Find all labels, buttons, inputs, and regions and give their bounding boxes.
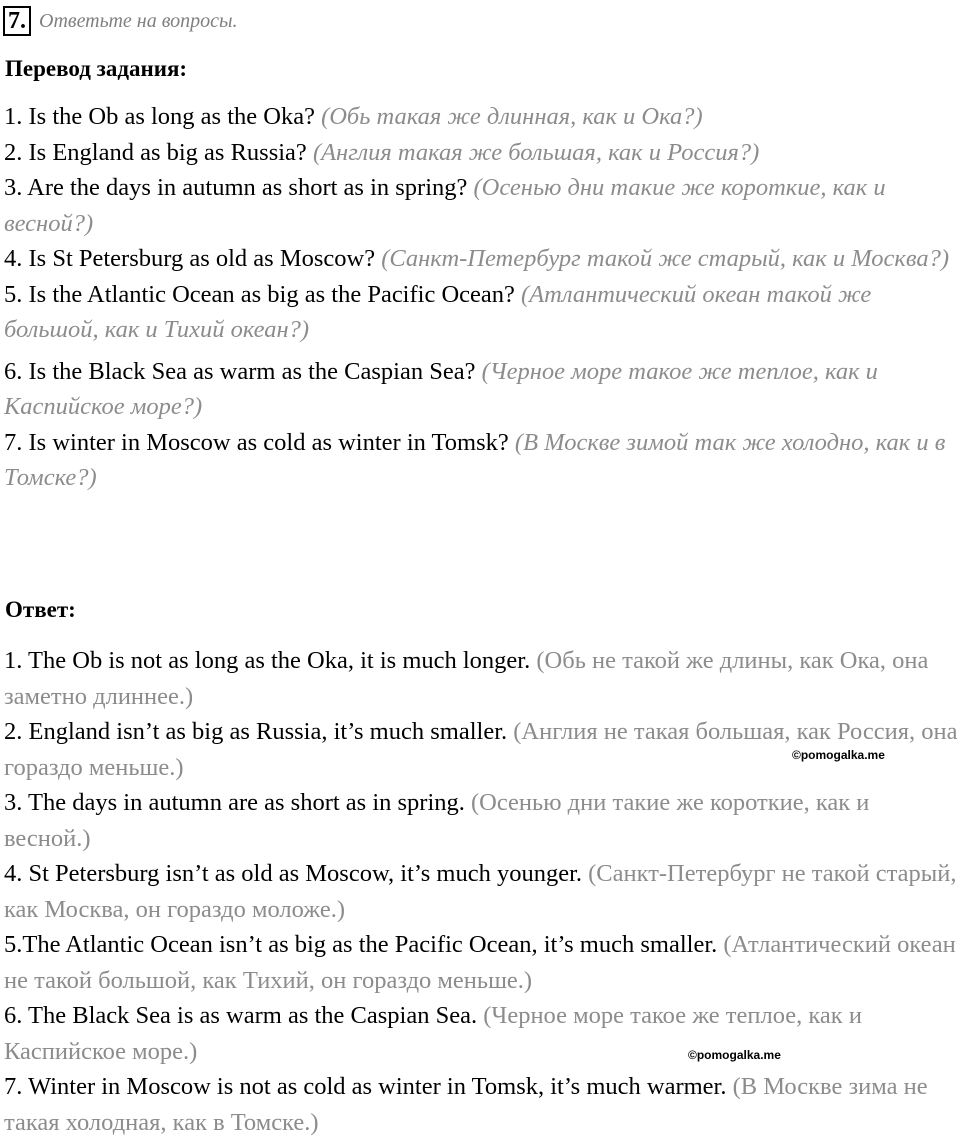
question-item [4, 425, 959, 496]
question-item [4, 99, 959, 135]
question-ru: (Англия такая же большая, как и Россия?) [312, 138, 760, 166]
question-ru: (Осенью дни такие же короткие, как и весной?) [4, 174, 886, 237]
answer-en: 7. Winter in Moscow is not as cold as winter in Tomsk, it’s much warmer. [4, 1073, 727, 1100]
question-ru: (Обь такая же длинная, как и Ока?) [321, 103, 703, 130]
answer-ru: (Осенью дни такие же короткие, как и весной.) [4, 789, 870, 852]
answer-en: 5.The Atlantic Ocean isn’t as big as the Pacific Ocean, it’s much smaller. [4, 931, 718, 958]
question-ru: (Санкт-Петербург такой же старый, как и Москва?) [381, 245, 949, 272]
question-en: 1. Is the Ob as long as the Oka? [4, 103, 315, 130]
question-ru: (Черное море такое же теплое, как и Каспийское море?) [4, 357, 878, 420]
exercise-number: 7. [3, 6, 31, 36]
answer-heading: Ответ: [5, 597, 76, 622]
answer-en: 3. The days in autumn are as short as in spring. [4, 789, 465, 816]
question-item [4, 354, 959, 425]
answer-ru: (Англия не такая большая, как Россия, она гораздо меньше.) [4, 718, 958, 781]
watermark: ©pomogalka.me [688, 1048, 781, 1062]
question-item [4, 241, 959, 277]
question-en: 4. Is St Petersburg as old as Moscow? [4, 245, 376, 272]
answer-item [4, 785, 959, 856]
answer-en: 4. St Petersburg isn’t as old as Moscow, it’s much younger. [4, 860, 582, 887]
answer-en: 6. The Black Sea is as warm as the Caspian Sea. [4, 1002, 478, 1029]
answer-ru: (Черное море такое же теплое, как и Каспийское море.) [4, 1002, 862, 1065]
exercise-header [3, 4, 238, 38]
question-ru: (Атлантический океан такой же большой, как и Тихий океан?) [4, 280, 872, 343]
watermark: ©pomogalka.me [792, 748, 885, 762]
answer-item [4, 856, 959, 927]
exercise-instruction: Ответьте на вопросы. [39, 9, 238, 32]
question-en: 7. Is winter in Moscow as cold as winter in Tomsk? [4, 428, 509, 456]
answer-ru: (В Москве зима не такая холодная, как в Томске.) [4, 1073, 928, 1136]
answer-en: 1. The Ob is not as long as the Oka, it is much longer. [4, 647, 531, 674]
questions-list [4, 99, 959, 496]
answer-item [4, 998, 959, 1069]
answer-item [4, 1069, 959, 1140]
question-en: 5. Is the Atlantic Ocean as big as the Pacific Ocean? [4, 280, 515, 308]
answer-item [4, 927, 959, 998]
answer-ru: (Санкт-Петербург не такой старый, как Москва, он гораздо моложе.) [4, 860, 957, 923]
answer-ru: (Обь не такой же длины, как Ока, она заметно длиннее.) [4, 647, 929, 710]
question-item [4, 277, 959, 348]
answer-en: 2. England isn’t as big as Russia, it’s much smaller. [4, 718, 508, 745]
answers-list [4, 643, 959, 1140]
question-en: 3. Are the days in autumn as short as in spring? [4, 174, 468, 201]
answer-item [4, 643, 959, 714]
question-item [4, 135, 959, 171]
question-ru: (В Москве зимой так же холодно, как и в Томске?) [4, 428, 946, 491]
answer-ru: (Атлантический океан не такой большой, как Тихий, он гораздо меньше.) [4, 931, 956, 994]
translation-heading: Перевод задания: [5, 56, 188, 81]
question-en: 6. Is the Black Sea as warm as the Caspian Sea? [4, 357, 476, 385]
question-en: 2. Is England as big as Russia? [4, 138, 307, 166]
question-item [4, 170, 959, 241]
